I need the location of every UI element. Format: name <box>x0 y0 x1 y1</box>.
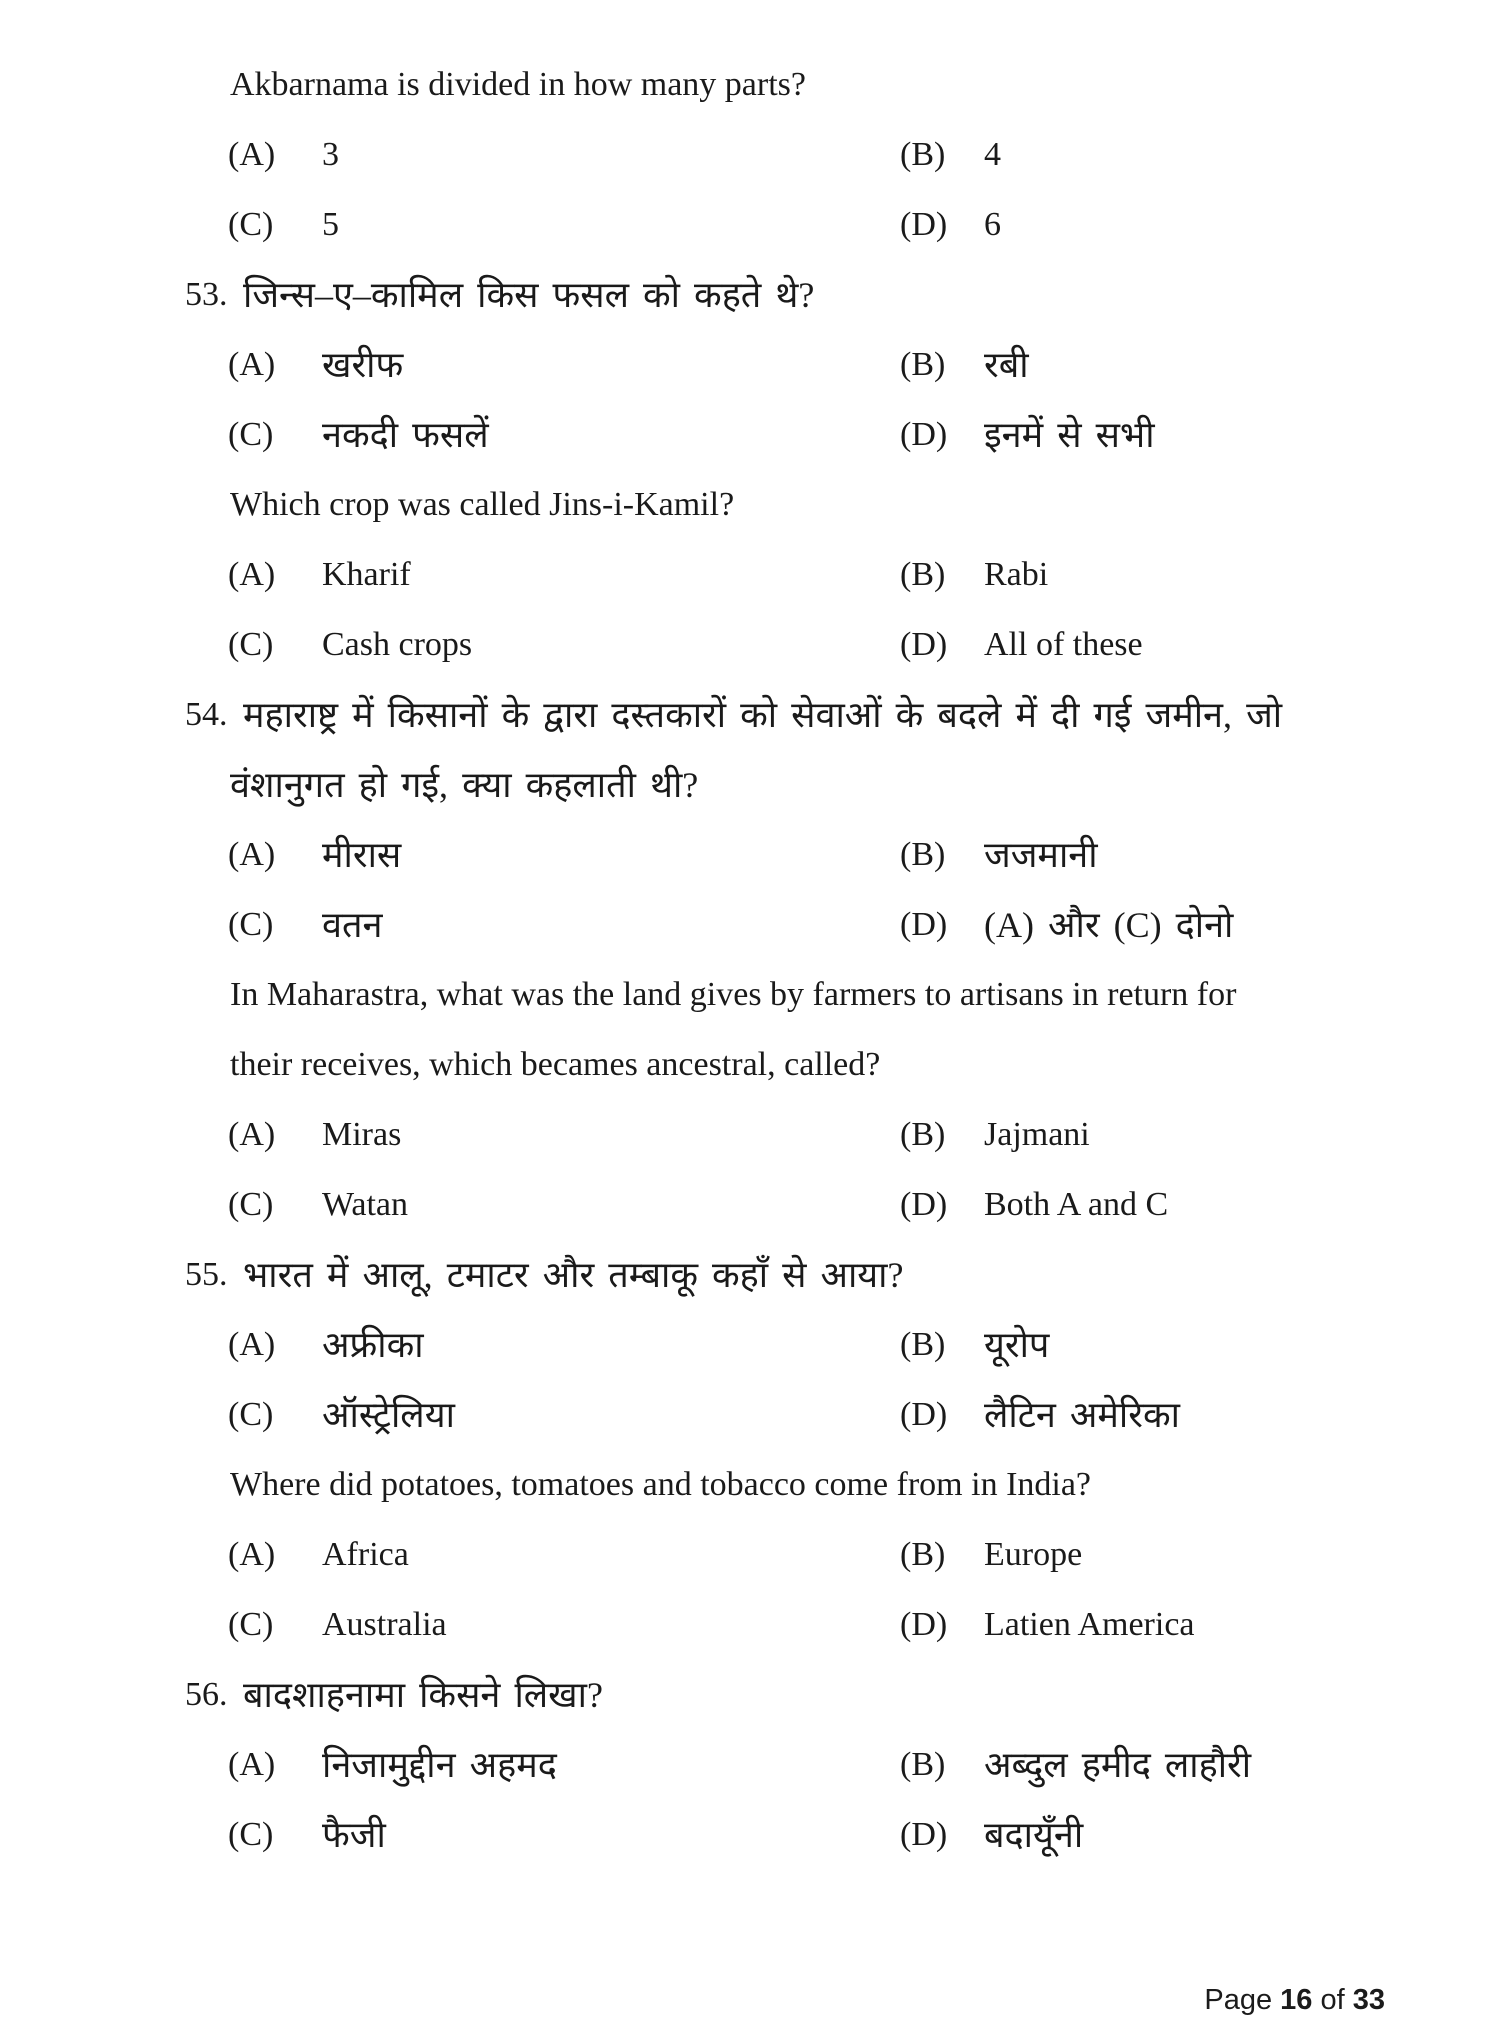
options-row <box>0 1812 1505 1856</box>
option-label: (C) <box>228 206 274 243</box>
option-label: (B) <box>900 1746 946 1783</box>
option-label: (B) <box>900 1326 946 1363</box>
question-lines <box>0 972 1505 1086</box>
options-row <box>0 1392 1505 1436</box>
question-line-text: बादशाहनामा किसने लिखा? <box>243 1675 603 1715</box>
question-line-text: Akbarnama is divided in how many parts? <box>230 66 806 103</box>
question-line-text: In Maharastra, what was the land gives by farmers to artisans in return for <box>230 976 1237 1013</box>
option-text: Jajmani <box>984 1116 1090 1153</box>
question-number: 55. <box>185 1256 228 1293</box>
question-lines <box>0 1462 1505 1506</box>
option-label: (D) <box>900 1396 948 1433</box>
option-label: (A) <box>228 1326 276 1363</box>
question-line-row <box>0 692 1505 736</box>
option-text: Kharif <box>322 556 411 593</box>
option-label: (D) <box>900 1186 948 1223</box>
question-block <box>0 272 1505 456</box>
question-line-row <box>0 272 1505 316</box>
question-line-row <box>0 1252 1505 1296</box>
option-label: (C) <box>228 906 274 943</box>
question-lines <box>0 62 1505 106</box>
option-text: लैटिन अमेरिका <box>984 1395 1180 1435</box>
option-text: (A) और (C) दोनो <box>984 905 1234 945</box>
option-label: (D) <box>900 626 948 663</box>
options-row <box>0 552 1505 596</box>
option-label: (D) <box>900 416 948 453</box>
option-text: Rabi <box>984 556 1049 593</box>
question-number: 56. <box>185 1676 228 1713</box>
question-line-row <box>0 482 1505 526</box>
option-label: (A) <box>228 1746 276 1783</box>
option-text: 6 <box>984 206 1001 243</box>
option-text: Europe <box>984 1536 1083 1573</box>
option-text: 4 <box>984 136 1001 173</box>
option-label: (D) <box>900 906 948 943</box>
option-text: Miras <box>322 1116 402 1153</box>
option-label: (D) <box>900 1606 948 1643</box>
option-label: (B) <box>900 1536 946 1573</box>
option-text: रबी <box>984 345 1029 385</box>
footer-total-pages: 33 <box>1352 1984 1385 2016</box>
option-label: (B) <box>900 136 946 173</box>
question-block <box>0 1672 1505 1856</box>
option-text: ऑस्ट्रेलिया <box>322 1395 455 1435</box>
page-footer <box>0 1984 1385 2017</box>
question-line-text: महाराष्ट्र में किसानों के द्वारा दस्तकारों को सेवाओं के बदले में दी गई जमीन, जो <box>243 695 1283 735</box>
question-line-row <box>0 62 1505 106</box>
question-line-row <box>0 1462 1505 1506</box>
footer-of-word: of <box>1320 1984 1345 2016</box>
option-text: Australia <box>322 1606 447 1643</box>
question-lines <box>0 272 1505 316</box>
option-text: Both A and C <box>984 1186 1169 1223</box>
option-text: अब्दुल हमीद लाहौरी <box>984 1745 1252 1785</box>
footer-page-word: Page <box>1204 1984 1273 2016</box>
question-block <box>0 692 1505 946</box>
option-label: (B) <box>900 346 946 383</box>
question-lines <box>0 482 1505 526</box>
options-row <box>0 132 1505 176</box>
question-lines <box>0 692 1505 806</box>
question-number: 53. <box>185 276 228 313</box>
option-text: फैजी <box>322 1815 386 1855</box>
questions-container <box>0 62 1505 1882</box>
option-text: बदायूँनी <box>984 1815 1084 1855</box>
option-label: (A) <box>228 836 276 873</box>
options-row <box>0 412 1505 456</box>
option-label: (A) <box>228 1116 276 1153</box>
question-line-text: Which crop was called Jins-i-Kamil? <box>230 486 735 523</box>
option-label: (C) <box>228 626 274 663</box>
option-label: (C) <box>228 1816 274 1853</box>
option-text: 5 <box>322 206 339 243</box>
question-block <box>0 482 1505 666</box>
question-number: 54. <box>185 696 228 733</box>
option-text: निजामुद्दीन अहमद <box>322 1745 557 1785</box>
question-block <box>0 62 1505 246</box>
options-row <box>0 1112 1505 1156</box>
option-label: (A) <box>228 1536 276 1573</box>
option-label: (A) <box>228 346 276 383</box>
question-lines <box>0 1672 1505 1716</box>
options-row <box>0 1182 1505 1226</box>
options-row <box>0 1602 1505 1646</box>
options-row <box>0 1532 1505 1576</box>
options-row <box>0 202 1505 246</box>
option-label: (A) <box>228 556 276 593</box>
option-label: (D) <box>900 1816 948 1853</box>
option-text: वतन <box>322 905 383 945</box>
option-label: (B) <box>900 836 946 873</box>
option-text: इनमें से सभी <box>984 415 1155 455</box>
option-label: (C) <box>228 416 274 453</box>
options-row <box>0 622 1505 666</box>
option-text: जजमानी <box>984 835 1098 875</box>
question-line-text: जिन्स–ए–कामिल किस फसल को कहते थे? <box>243 275 815 315</box>
question-line-text: वंशानुगत हो गई, क्या कहलाती थी? <box>230 765 699 805</box>
option-text: यूरोप <box>984 1325 1050 1365</box>
option-text: 3 <box>322 136 339 173</box>
option-text: All of these <box>984 626 1143 663</box>
options-row <box>0 832 1505 876</box>
options-row <box>0 342 1505 386</box>
option-text: Africa <box>322 1536 409 1573</box>
option-text: खरीफ <box>322 345 404 385</box>
option-label: (C) <box>228 1186 274 1223</box>
option-label: (A) <box>228 136 276 173</box>
option-text: Latien America <box>984 1606 1195 1643</box>
option-label: (D) <box>900 206 948 243</box>
question-line-row <box>0 972 1505 1016</box>
options-row <box>0 1742 1505 1786</box>
footer-page-number: 16 <box>1280 1984 1313 2016</box>
question-block <box>0 972 1505 1226</box>
question-block <box>0 1462 1505 1646</box>
option-label: (C) <box>228 1396 274 1433</box>
question-line-row <box>0 1042 1505 1086</box>
option-text: मीरास <box>322 835 402 875</box>
option-text: नकदी फसलें <box>322 415 489 455</box>
option-label: (B) <box>900 556 946 593</box>
option-label: (C) <box>228 1606 274 1643</box>
option-text: Cash crops <box>322 626 473 663</box>
option-text: Watan <box>322 1186 408 1223</box>
question-line-text: Where did potatoes, tomatoes and tobacco come from in India? <box>230 1466 1092 1503</box>
question-line-row <box>0 1672 1505 1716</box>
options-row <box>0 902 1505 946</box>
question-block <box>0 1252 1505 1436</box>
question-line-text: their receives, which becames ancestral, called? <box>230 1046 881 1083</box>
option-label: (B) <box>900 1116 946 1153</box>
option-text: अफ्रीका <box>322 1325 424 1365</box>
question-lines <box>0 1252 1505 1296</box>
options-row <box>0 1322 1505 1366</box>
question-line-row <box>0 762 1505 806</box>
question-line-text: भारत में आलू, टमाटर और तम्बाकू कहाँ से आया? <box>243 1255 904 1295</box>
